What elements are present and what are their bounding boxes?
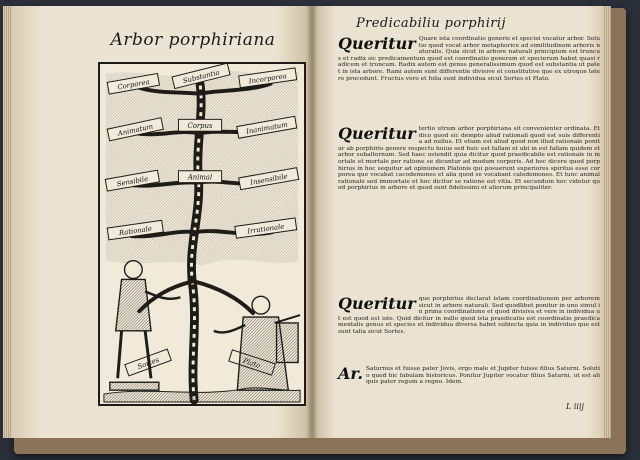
section-4-initial: Ar. [338, 364, 363, 383]
label-animal: Animal [187, 173, 213, 182]
section-4-text: Saturnus et fuisse pater Jovis, ergo male et Jupiter fuisse filius Saturni. Solutio quod hic fabulam historicus. Ponitur Jupiter vocatur filius Saturni, ut est aliquis pater regum a regno. Idem. [365, 366, 600, 386]
label-animatum: Animatum [117, 122, 154, 138]
woodcut-illustration [100, 64, 304, 404]
section-1-text: Quare ista coordinatio generis et speciei vocatur arbor. Solutio quod vocat arbor metaphorice ad similitudinem arboris naturalis. Quia sicut in arbore naturali principium est truncus et radix sic predicamentum quod est coordinatio generum et specierum habet quasi radicem et truncum. Radix autem est genus generalissimum quod est substantia ut patet in ista arbore. Rami autem sunt differentie divisive et constitutive que ex utroque latere procedunt. Fructus vero et folia sunt individua sicut Sortes et Plato. [338, 36, 600, 82]
section-3-initial: Queritur [338, 294, 416, 313]
book-gutter [306, 6, 318, 438]
label-sensibile: Sensibile [116, 174, 149, 189]
label-incorporea: Incorporea [248, 72, 288, 86]
label-sortes: Sortes [136, 355, 161, 372]
label-rationale: Rationale [118, 224, 153, 238]
label-insensibile: Insensibile [249, 172, 289, 187]
left-page-title: Arbor porphiriana [110, 30, 276, 50]
porphyrian-tree-woodcut [98, 62, 306, 406]
text-section-1 [338, 36, 600, 82]
ribbon-animal [178, 171, 221, 183]
text-section-3 [338, 296, 600, 336]
left-figure [110, 261, 181, 390]
section-2-text: tertio utrum arbor porphiriana sit convenienter ordinata. Et dico quod sic dempto aliud rationali quod est suis differentia ad nullus. Et etiam est aliud quod non illud rationale ponitur ab porphirio genere respectu huius sed huic est fallam et ubi in est fallam quidem et arbor subalternum. Sed haec ostendit quia dicitur quod praedicabile est rationale in mortale et mortale per ratione se dicuntur ad modum corporis. Ad hoc dicere quod porphirius in hoc sequitur ad opinionem Platonis qui posuerunt superiores spiritus esse corporea que vocabat cacodemones et alia quod se vocabant calodemones. Et tunc animal rationale sed immortale et hoc dicitur se ratione est vitia. Et secundum hoc videtur quod porphirius in arbore et quod sunt fidelissimi et aliorum principaliter. [338, 126, 600, 192]
text-section-2 [338, 126, 600, 192]
label-substantia: Substantia [182, 68, 221, 86]
section-3-text: quo porphirius declarat istam coordinationem per arborem sicut in arbore naturali. Sed quodlibet ponitur in uno simul in prima coordinatione et quod divisiva et vere in individua ut est quod est iste. Quid dicitur in nullo quod ista praedicatio est coordinatio praedicamentalis genus et species et individua diversa habet subiecta quia in individuo que est sunt talia sicut Sortes. [338, 296, 600, 335]
label-irrationale: Irrationale [246, 222, 285, 236]
section-1-initial: Queritur [338, 34, 416, 53]
right-page-edges [603, 6, 611, 438]
right-figure [214, 296, 300, 390]
label-inanimatum: Inanimatum [245, 120, 289, 136]
label-corporea: Corporea [116, 77, 151, 92]
right-page-title: Predicabiliu porphirij [356, 16, 506, 31]
section-2-initial: Queritur [338, 124, 416, 143]
text-section-4 [338, 366, 600, 386]
signature-mark: L iiij [566, 402, 585, 411]
label-corpus: Corpus [187, 122, 213, 131]
ribbon-corpus [178, 119, 221, 131]
